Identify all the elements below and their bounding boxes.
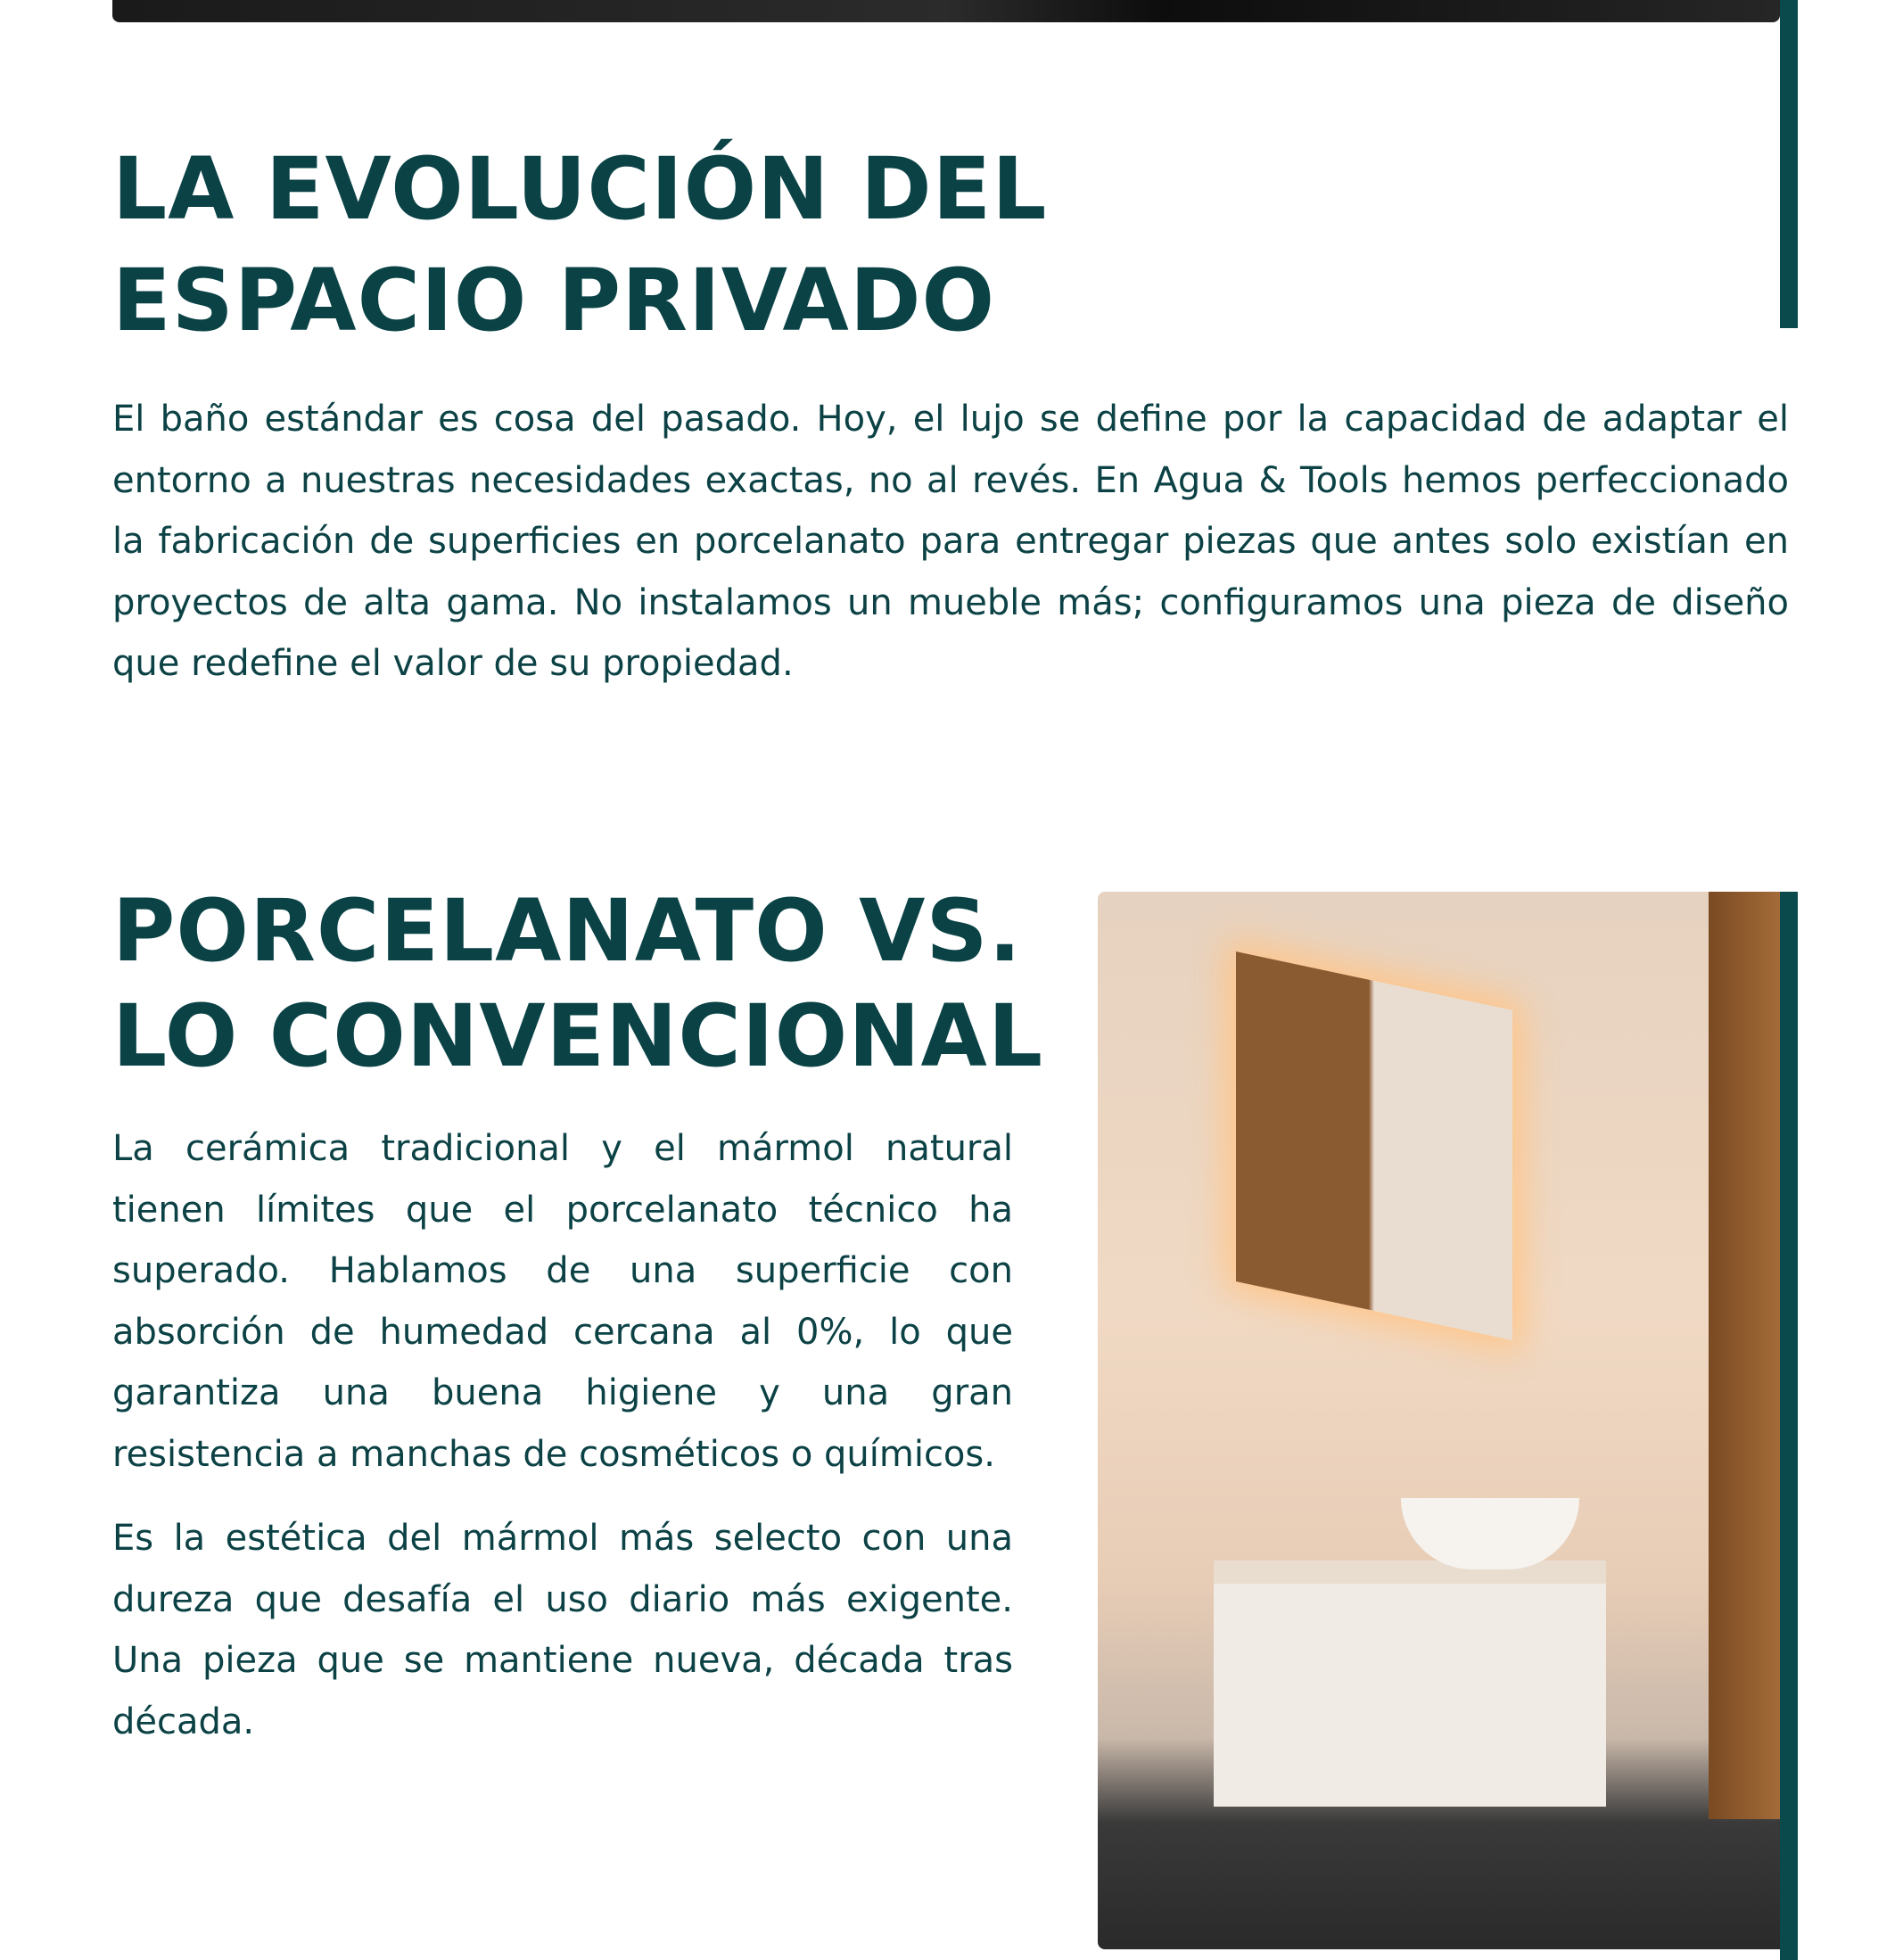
wooden-door (1709, 892, 1780, 1819)
heading-line: LA EVOLUCIÓN DEL (112, 139, 1048, 239)
section-heading (112, 878, 1043, 1089)
heading-line: LO CONVENCIONAL (112, 986, 1043, 1086)
top-photo (112, 0, 1780, 22)
body-paragraph: La cerámica tradicional y el mármol natural tienen límites que el porcelanato técnico ha superado. Hablamos de una superficie con absorción de humedad cercana al 0%, lo que garantiza una buena higiene y una gran resistencia a manchas de cosméticos o químicos. (112, 1128, 1013, 1475)
heading-line: PORCELANATO VS. (112, 881, 1022, 981)
section-heading (112, 134, 1047, 357)
vessel-sink (1401, 1498, 1579, 1569)
intro-paragraph: El baño estándar es cosa del pasado. Hoy, el lujo se define por la capacidad de adaptar el entorno a nuestras necesidades exactas, no al revés. En Agua & Tools hemos perfeccionado la fabricación de superficies en porcelanato para entregar piezas que antes solo existían en proyectos de alta gama. No instalamos un mueble más; configuramos una pieza de diseño que redefine el valor de su propiedad. (112, 399, 1789, 684)
vanity-cabinet (1214, 1561, 1606, 1807)
accent-bar (1780, 0, 1798, 328)
accent-bar (1780, 892, 1798, 1960)
heading-line: ESPACIO PRIVADO (112, 251, 996, 350)
text-column (112, 1118, 1013, 1752)
body-paragraph: Es la estética del mármol más selecto con una dureza que desafía el uso diario más exigente. Una pieza que se mantiene nueva, década tras década. (112, 1518, 1013, 1742)
backlit-mirror (1236, 951, 1512, 1340)
bathroom-vanity-photo (1098, 892, 1780, 1949)
